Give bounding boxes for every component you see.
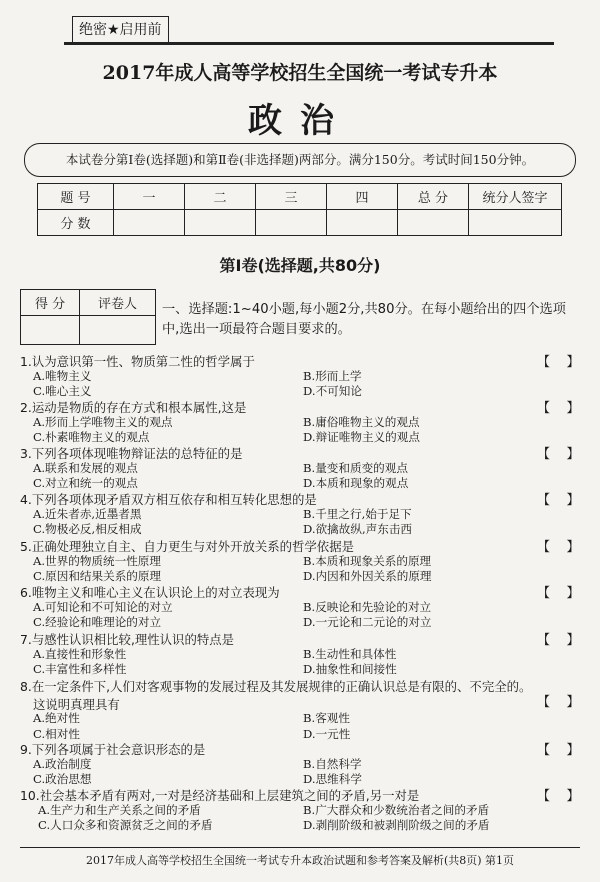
score-table-header: 二 bbox=[185, 184, 256, 210]
score-cell bbox=[469, 210, 562, 236]
answer-bracket: 【 】 bbox=[537, 447, 580, 462]
header-rule bbox=[64, 42, 554, 45]
grader-name-label: 评卷人 bbox=[80, 290, 156, 316]
answer-bracket: 【 】 bbox=[537, 694, 580, 710]
option-c: C.朴素唯物主义的观点 bbox=[33, 430, 150, 445]
answer-bracket: 【 】 bbox=[537, 493, 580, 508]
page-footer: 2017年成人高等学校招生全国统一考试专升本政治试题和参考答案及解析(共8页) 第1页 bbox=[85, 854, 515, 867]
score-row-label: 分 数 bbox=[38, 210, 114, 236]
option-d: D.抽象性和间接性 bbox=[303, 662, 397, 677]
option-d: D.辩证唯物主义的观点 bbox=[303, 430, 420, 445]
option-b: B.千里之行,始于足下 bbox=[303, 506, 412, 521]
answer-bracket: 【 】 bbox=[537, 586, 580, 601]
confidential-badge: 绝密★启用前 bbox=[72, 16, 169, 43]
answer-bracket: 【 】 bbox=[537, 355, 580, 370]
option-a: A.直接性和形象性 bbox=[33, 646, 127, 661]
option-c: C.唯心主义 bbox=[33, 384, 92, 399]
answer-bracket: 【 】 bbox=[537, 401, 580, 416]
option-a: A.绝对性 bbox=[33, 711, 80, 726]
option-a: A.形而上学唯物主义的观点 bbox=[33, 414, 173, 429]
question-stem: 9.下列各项属于社会意识形态的是 bbox=[20, 742, 206, 757]
exam-notice: 本试卷分第Ⅰ卷(选择题)和第Ⅱ卷(非选择题)两部分。满分150分。考试时间150分钟。 bbox=[24, 143, 576, 177]
option-d: D.本质和现象的观点 bbox=[303, 476, 409, 491]
footer-rule bbox=[20, 847, 580, 848]
option-b: B.形而上学 bbox=[303, 368, 362, 383]
score-table-header: 三 bbox=[256, 184, 327, 210]
score-table-header: 四 bbox=[327, 184, 398, 210]
option-a: A.近朱者赤,近墨者黑 bbox=[33, 506, 142, 521]
option-a: A.生产力和生产关系之间的矛盾 bbox=[38, 802, 201, 817]
question-stem: 10.社会基本矛盾有两对,一对是经济基础和上层建筑之间的矛盾,另一对是 bbox=[20, 788, 420, 803]
option-a: A.唯物主义 bbox=[33, 368, 92, 383]
option-c: C.政治思想 bbox=[33, 772, 92, 787]
grader-score-cell bbox=[21, 316, 80, 345]
question-stem: 7.与感性认识相比较,理性认识的特点是 bbox=[20, 632, 235, 647]
score-table-header: 一 bbox=[114, 184, 185, 210]
option-b: B.庸俗唯物主义的观点 bbox=[303, 414, 420, 429]
score-table-header: 题 号 bbox=[38, 184, 114, 210]
question-stem: 5.正确处理独立自主、自力更生与对外开放关系的哲学依据是 bbox=[20, 539, 354, 554]
option-c: C.经验论和唯理论的对立 bbox=[33, 615, 162, 630]
score-table-header: 统分人签字 bbox=[469, 184, 562, 210]
option-d: D.一元性 bbox=[303, 726, 351, 741]
score-cell bbox=[327, 210, 398, 236]
score-table bbox=[37, 183, 562, 236]
option-c: C.物极必反,相反相成 bbox=[33, 522, 142, 537]
question-stem: 1.认为意识第一性、物质第二性的哲学属于 bbox=[20, 354, 255, 369]
option-a: A.政治制度 bbox=[33, 756, 92, 771]
option-b: B.广大群众和少数统治者之间的矛盾 bbox=[303, 802, 490, 817]
answer-bracket: 【 】 bbox=[537, 789, 580, 804]
score-table-score-row bbox=[38, 210, 562, 236]
answer-bracket: 【 】 bbox=[537, 743, 580, 758]
option-c: C.对立和统一的观点 bbox=[33, 476, 138, 491]
part-heading: 第Ⅰ卷(选择题,共80分) bbox=[219, 256, 381, 275]
option-c: C.人口众多和资源贫乏之间的矛盾 bbox=[38, 818, 213, 833]
option-a: A.联系和发展的观点 bbox=[33, 460, 138, 475]
question-stem: 6.唯物主义和唯心主义在认识论上的对立表现为 bbox=[20, 585, 280, 600]
score-cell bbox=[185, 210, 256, 236]
option-d: D.思维科学 bbox=[303, 772, 362, 787]
option-b: B.自然科学 bbox=[303, 756, 362, 771]
option-b: B.客观性 bbox=[303, 711, 350, 726]
exam-title: 2017年成人高等学校招生全国统一考试专升本 bbox=[102, 62, 498, 84]
option-d: D.欲擒故纵,声东击西 bbox=[303, 522, 413, 537]
score-table-header: 总 分 bbox=[398, 184, 469, 210]
grader-score-label: 得 分 bbox=[21, 290, 80, 316]
question-stem: 3.下列各项体现唯物辩证法的总特征的是 bbox=[20, 446, 243, 461]
grader-name-cell bbox=[80, 316, 156, 345]
question-stem: 2.运动是物质的存在方式和根本属性,这是 bbox=[20, 400, 247, 415]
option-c: C.原因和结果关系的原理 bbox=[33, 569, 162, 584]
option-b: B.生动性和具体性 bbox=[303, 646, 397, 661]
question-stem-continued: 这说明真理具有 bbox=[33, 696, 120, 712]
option-a: A.可知论和不可知论的对立 bbox=[33, 599, 173, 614]
option-b: B.量变和质变的观点 bbox=[303, 460, 408, 475]
option-a: A.世界的物质统一性原理 bbox=[33, 553, 161, 568]
score-cell bbox=[114, 210, 185, 236]
score-table-header-row bbox=[38, 184, 562, 210]
option-d: D.内因和外因关系的原理 bbox=[303, 569, 432, 584]
option-c: C.相对性 bbox=[33, 726, 80, 741]
answer-bracket: 【 】 bbox=[537, 540, 580, 555]
score-cell bbox=[398, 210, 469, 236]
answer-bracket: 【 】 bbox=[537, 633, 580, 648]
section-instruction: 一、选择题:1~40小题,每小题2分,共80分。在每小题给出的四个选项中,选出一项最符合题目要求的。 bbox=[162, 302, 566, 337]
option-c: C.丰富性和多样性 bbox=[33, 662, 127, 677]
option-b: B.本质和现象关系的原理 bbox=[303, 553, 432, 568]
grader-box bbox=[20, 289, 156, 345]
subject-title: 政治 bbox=[248, 101, 352, 141]
option-d: D.剥削阶级和被剥削阶级之间的矛盾 bbox=[303, 818, 490, 833]
question-stem: 8.在一定条件下,人们对客观事物的发展过程及其发展规律的正确认识总是有限的、不完全的。 bbox=[20, 679, 532, 694]
question-stem: 4.下列各项体现矛盾双方相互依存和相互转化思想的是 bbox=[20, 492, 317, 507]
option-d: D.不可知论 bbox=[303, 384, 362, 399]
option-b: B.反映论和先验论的对立 bbox=[303, 599, 432, 614]
option-d: D.一元论和二元论的对立 bbox=[303, 615, 432, 630]
score-cell bbox=[256, 210, 327, 236]
